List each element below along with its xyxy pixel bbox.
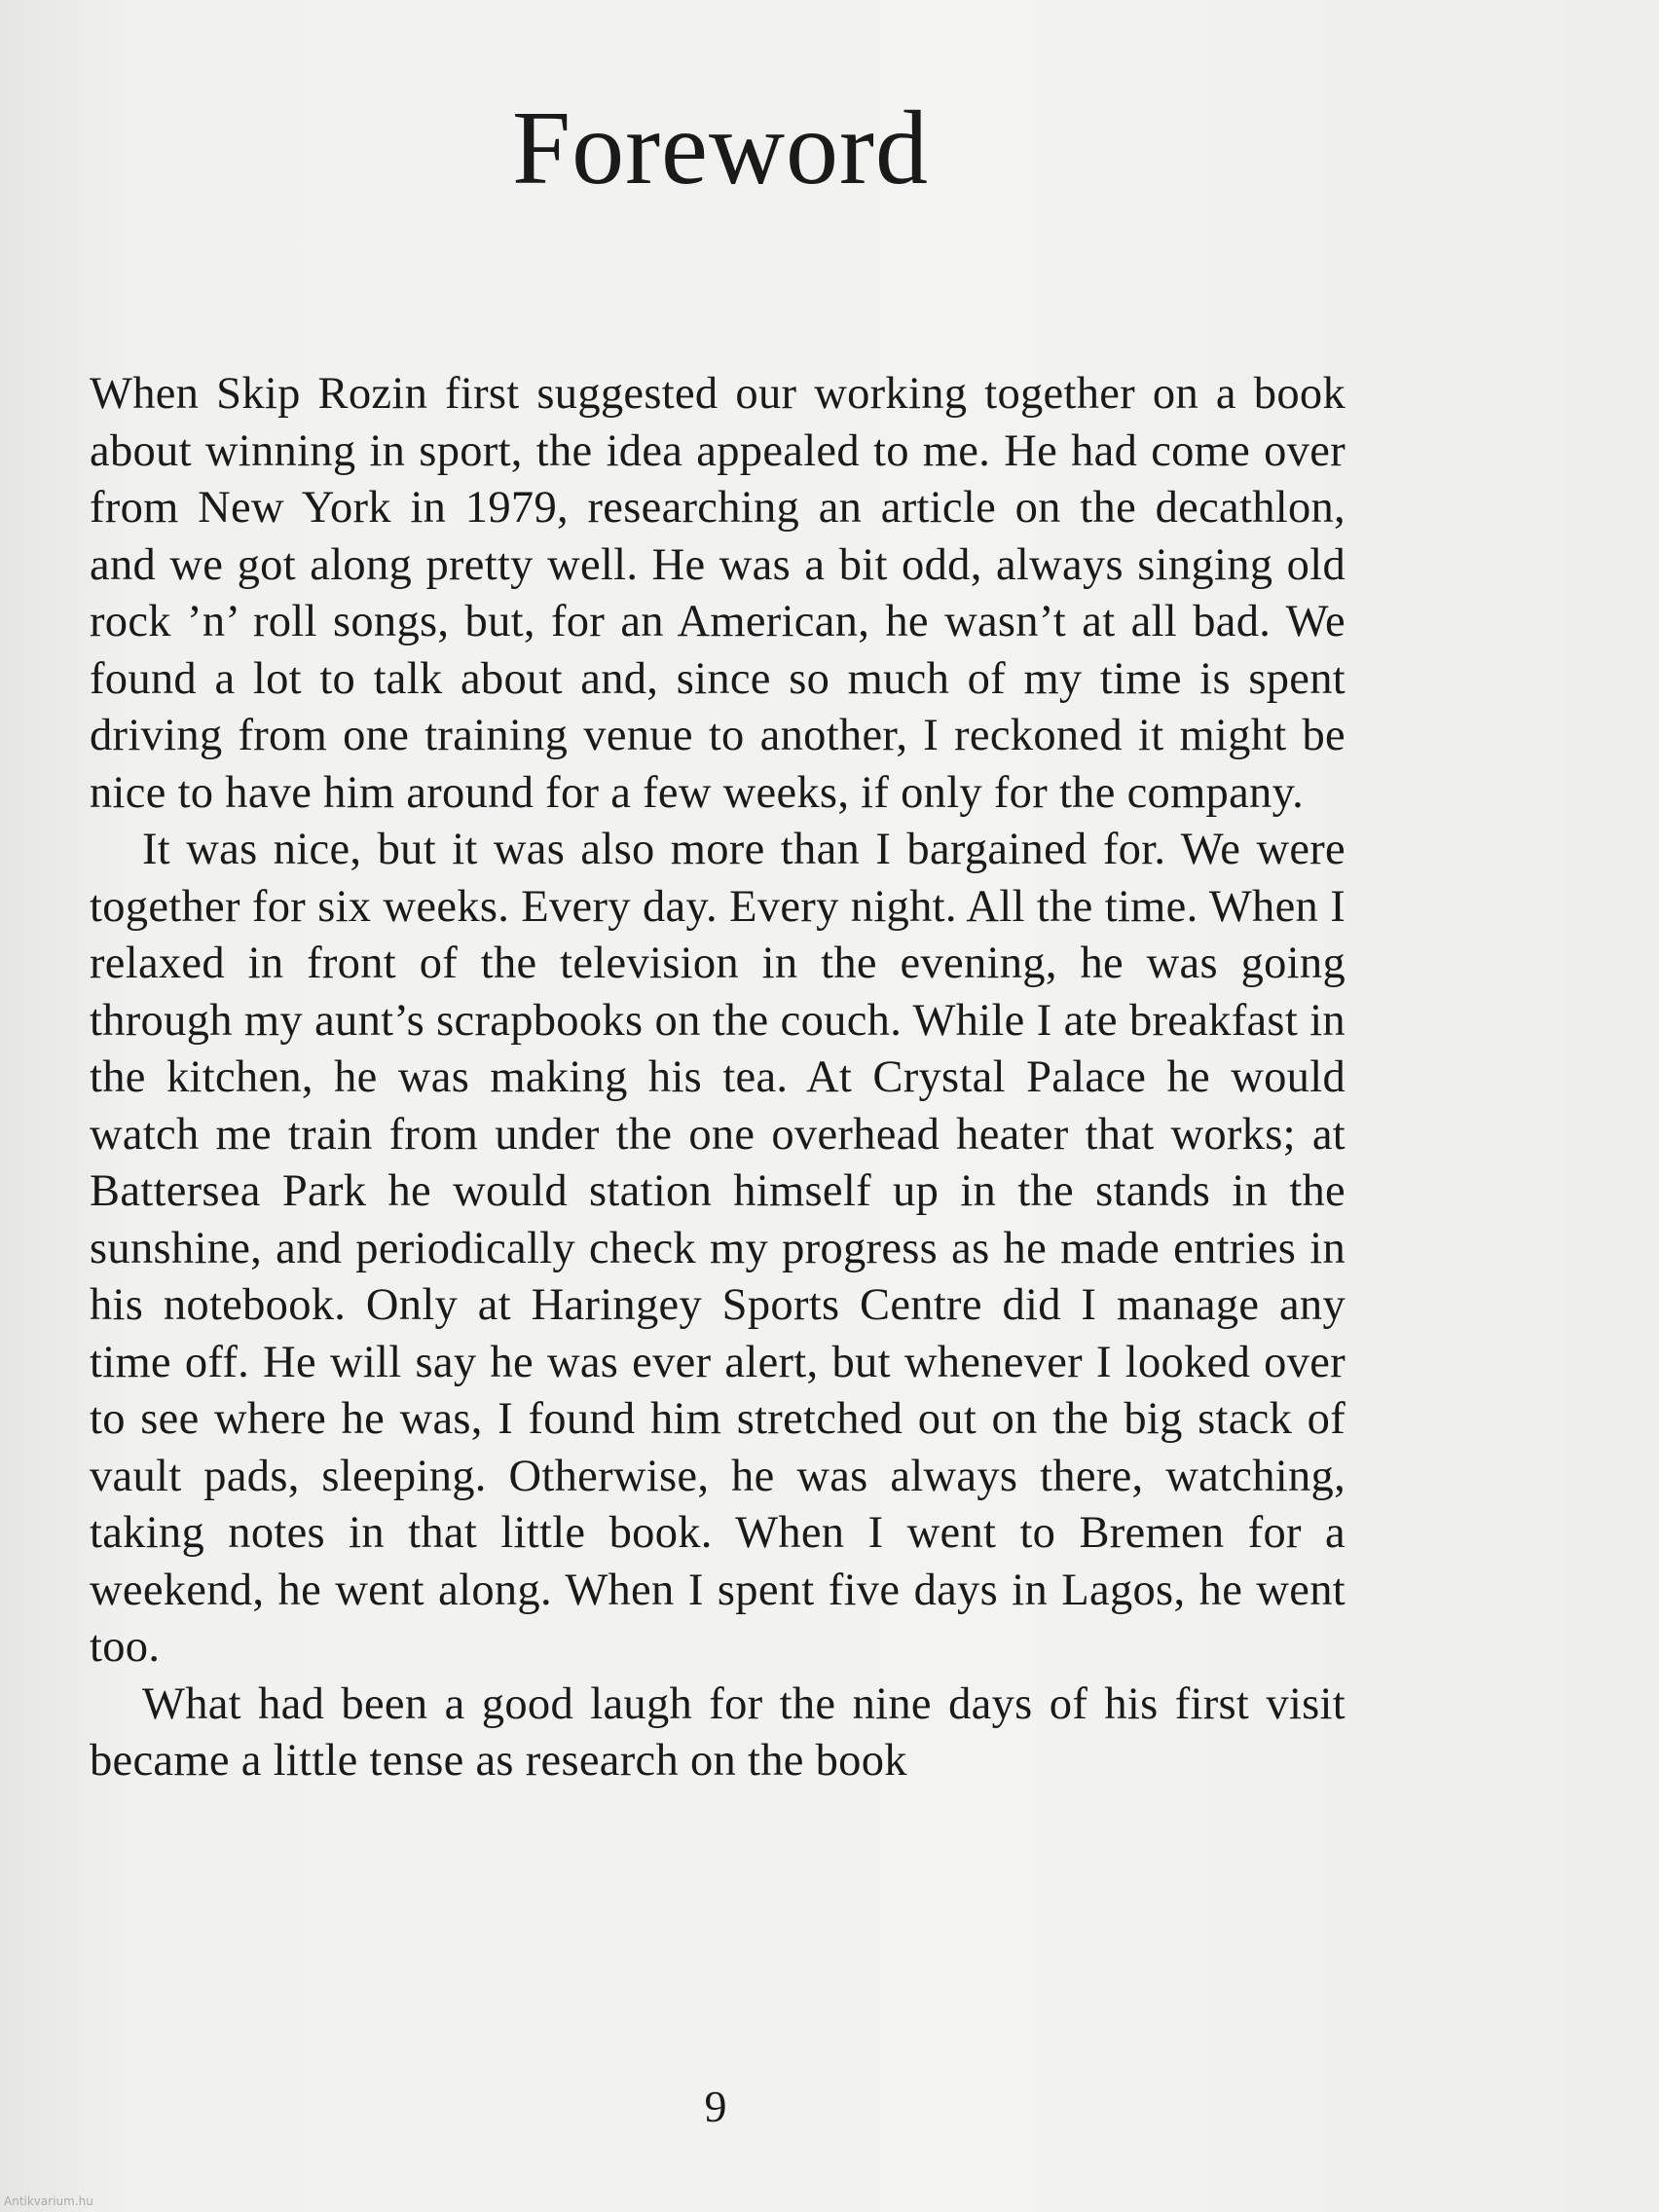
body-text (90, 366, 1346, 1790)
watermark: Antikvarium.hu (4, 2194, 93, 2208)
paragraph: What had been a good laugh for the nine days of his first visit became a little tense as research on the book (90, 1678, 1346, 1786)
paragraph: When Skip Rozin first suggested our working together on a book about winning in sport, the idea appealed to me. He had come over from New York in 1979, researching an article on the decathlon, and we got along pretty well. He was a bit odd, always singing old rock ’n’ roll songs, but, for an American, he wasn’t at all bad. We found a lot to talk about and, since so much of my time is spent driving from one training venue to another, I reckoned it might be nice to have him around for a few weeks, if only for the company. (90, 369, 1346, 818)
paragraph: It was nice, but it was also more than I bargained for. We were together for six weeks. Every day. Every night. All the time. When I relaxed in front of the television in the evening, he was going through my aunt’s scrapbooks on the couch. While I ate breakfast in the kitchen, he was making his tea. At Crystal Palace he would watch me train from under the one overhead heater that works; at Battersea Park he would station himself up in the stands in the sunshine, and periodically check my progress as he made entries in his notebook. Only at Haringey Sports Centre did I manage any time off. He will say he was ever alert, but whenever I looked over to see where he was, I found him stretched out on the big stack of vault pads, sleeping. Otherwise, he was always there, watching, taking notes in that little book. When I went to Bremen for a weekend, he went along. When I spent five days in Lagos, he went too. (90, 825, 1346, 1672)
page-number: 9 (704, 2082, 727, 2131)
page-title: Foreword (512, 91, 929, 206)
